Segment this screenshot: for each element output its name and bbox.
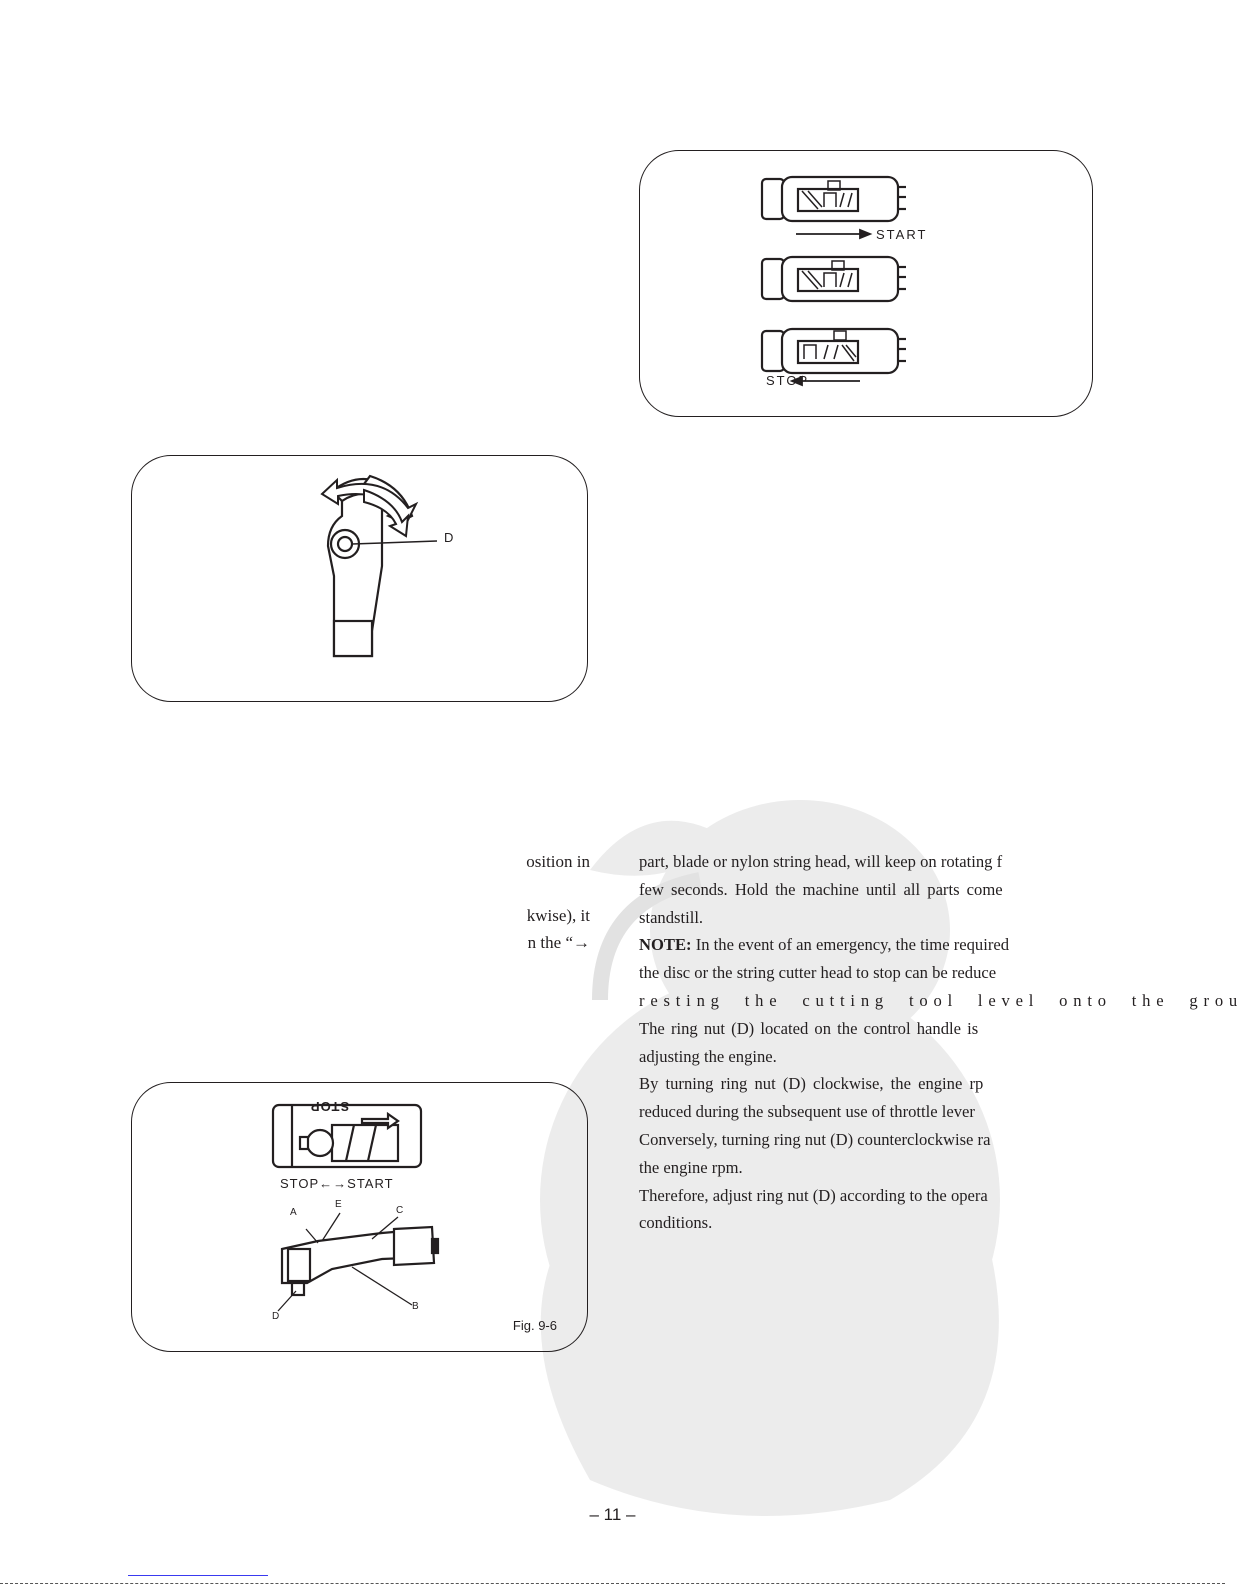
text-line: the disc or the string cutter head to stop can be reduce	[639, 963, 997, 983]
note-text: In the event of an emergency, the time required	[691, 935, 1010, 955]
text-line: Conversely, turning ring nut (D) counterclockwise ra	[639, 1129, 991, 1149]
ring-nut-label: D	[444, 530, 454, 545]
footer-rule	[0, 1583, 1225, 1584]
stop-label: STOP	[766, 373, 810, 388]
text-line: conditions.	[639, 1213, 713, 1233]
text-line: few seconds. Hold the machine until all parts come	[639, 879, 1003, 899]
note-paragraph	[639, 931, 1067, 959]
callout-e: E	[335, 1199, 342, 1210]
text-line: By turning ring nut (D) clockwise, the engine rp	[639, 1074, 984, 1094]
start-label: START	[876, 227, 928, 242]
text-line: resting the cutting tool level onto the grou	[639, 990, 1243, 1010]
callout-b: B	[412, 1301, 419, 1312]
left-text-fragment-1: osition in	[526, 852, 590, 871]
stop-start-label: STOP←→START	[280, 1176, 394, 1191]
callout-d: D	[272, 1311, 280, 1322]
page-number: – 11 –	[589, 1505, 636, 1524]
left-text-fragment-2: kwise), it	[526, 906, 590, 925]
figure-caption: Fig. 9-6	[512, 1318, 557, 1333]
text-line: reduced during the subsequent use of throttle lever	[639, 1102, 975, 1122]
text-line: Therefore, adjust ring nut (D) according to the opera	[639, 1185, 988, 1205]
text-line: adjusting the engine.	[639, 1046, 777, 1066]
callout-a: A	[290, 1207, 297, 1218]
stop-label-inverted: STOP	[310, 1099, 350, 1114]
callout-c: C	[396, 1205, 404, 1216]
footer-link-underline	[128, 1575, 268, 1576]
text-line: part, blade or nylon string head, will keep on rotating f	[639, 852, 1003, 871]
note-label: NOTE:	[639, 935, 692, 955]
right-column-text	[639, 848, 1243, 1237]
ring-nut-drawing	[132, 456, 587, 701]
ring-nut-figure	[131, 455, 588, 702]
switch-drawing	[640, 151, 1092, 416]
control-handle-figure	[131, 1082, 588, 1352]
text-line: the engine rpm.	[639, 1157, 743, 1177]
text-line: The ring nut (D) located on the control handle is	[639, 1018, 979, 1038]
text-line: standstill.	[639, 907, 704, 927]
left-text-fragment-3: n the “→	[527, 933, 590, 952]
control-handle-drawing	[132, 1083, 587, 1351]
switch-positions-figure	[639, 150, 1093, 417]
